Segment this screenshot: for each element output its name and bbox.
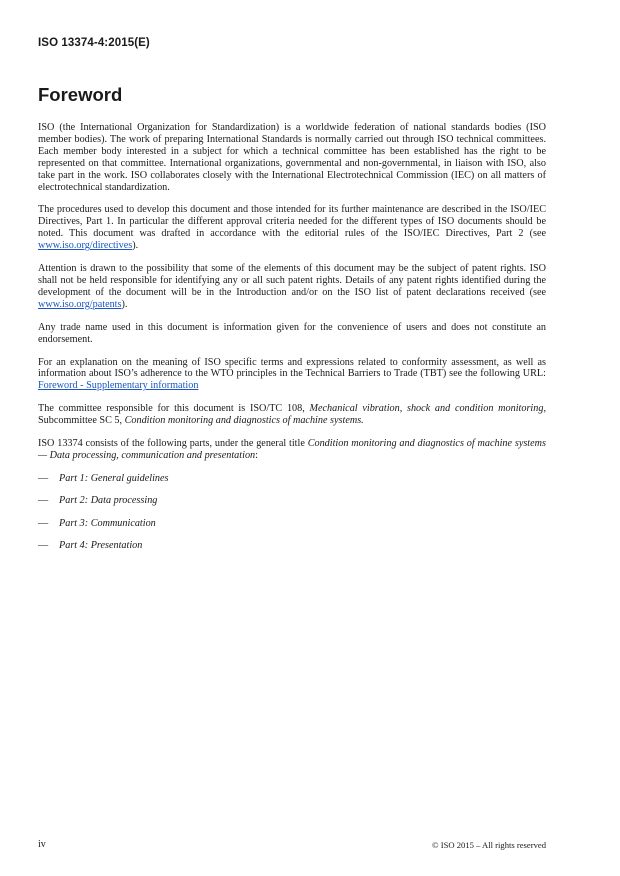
paragraph-parts-intro <box>38 438 546 462</box>
dash-marker: — <box>38 540 49 552</box>
list-item <box>38 518 546 530</box>
directives-link[interactable]: www.iso.org/directives <box>38 240 133 252</box>
list-item <box>38 540 546 552</box>
document-id-header: ISO 13374-4:2015(E) <box>38 37 150 49</box>
paragraph-procedures <box>38 204 546 252</box>
supplementary-info-link[interactable]: Foreword - Supplementary information <box>38 380 199 392</box>
page-title: Foreword <box>38 84 123 105</box>
part-label: Part 4: Presentation <box>59 540 143 552</box>
committee-title: Mechanical vibration, shock and condition monitoring <box>309 403 544 415</box>
foreword-body <box>38 122 546 563</box>
subcommittee-title: Condition monitoring and diagnostics of machine systems. <box>124 415 364 427</box>
paragraph-text: For an explanation on the meaning of ISO specific terms and expressions related to conformity assessment, as well as information about ISO’s adherence to the WTO principles in the Technical Barriers to Trade (TBT) see the following URL: <box>38 356 546 380</box>
paragraph-text: The committee responsible for this document is ISO/TC 108, <box>38 403 310 415</box>
paragraph-text: , Subcommittee SC 5, <box>38 403 546 427</box>
list-item <box>38 495 546 507</box>
copyright-notice: © ISO 2015 – All rights reserved <box>432 840 546 850</box>
parts-list <box>38 473 546 553</box>
list-item <box>38 473 546 485</box>
dash-marker: — <box>38 472 49 484</box>
part-label: Part 2: Data processing <box>59 495 158 507</box>
dash-marker: — <box>38 517 49 529</box>
page-number: iv <box>38 839 46 850</box>
paragraph-patents <box>38 263 546 311</box>
paragraph-text: ). <box>121 298 128 310</box>
paragraph-text: : <box>255 449 258 461</box>
part-label: Part 1: General guidelines <box>59 472 169 484</box>
paragraph-iso-intro: ISO (the International Organization for Standardization) is a worldwide federation of national standards bodies (ISO member bodies). The work of preparing International Standards is normally carried out through ISO technical committees. Each member body interested in a subject for which a technical committee has been established has the right to be represented on that committee. International organizations, governmental and non-governmental, in liaison with ISO, also take part in the work. ISO collaborates closely with the International Electrotechnical Commission (IEC) on all matters of electrotechnical standardization. <box>38 122 546 193</box>
dash-marker: — <box>38 495 49 507</box>
paragraph-text: ISO 13374 consists of the following parts, under the general title <box>38 438 308 450</box>
general-title: Condition monitoring and diagnostics of machine systems — Data processing, communication and presentation <box>38 438 546 461</box>
paragraph-committee <box>38 403 546 427</box>
paragraph-conformity <box>38 357 546 393</box>
paragraph-text: The procedures used to develop this document and those intended for its further maintenance are described in the ISO/IEC Directives, Part 1. In particular the different approval criteria needed for the different types of ISO documents should be noted. This document was drafted in accordance with the editorial rules of the ISO/IEC Directives, Part 2 (see <box>38 204 546 240</box>
paragraph-text: ). <box>132 240 139 252</box>
paragraph-trade-name: Any trade name used in this document is information given for the convenience of users and does not constitute an endorsement. <box>38 321 546 345</box>
part-label: Part 3: Communication <box>59 517 156 529</box>
paragraph-text: Attention is drawn to the possibility that some of the elements of this document may be the subject of patent rights. ISO shall not be held responsible for identifying any or all such patent rights. Details of any patent rights identified during the development of the document will be in the Introduction and/or on the ISO list of patent declarations received (see <box>38 263 546 298</box>
patents-link[interactable]: www.iso.org/patents <box>38 298 122 310</box>
